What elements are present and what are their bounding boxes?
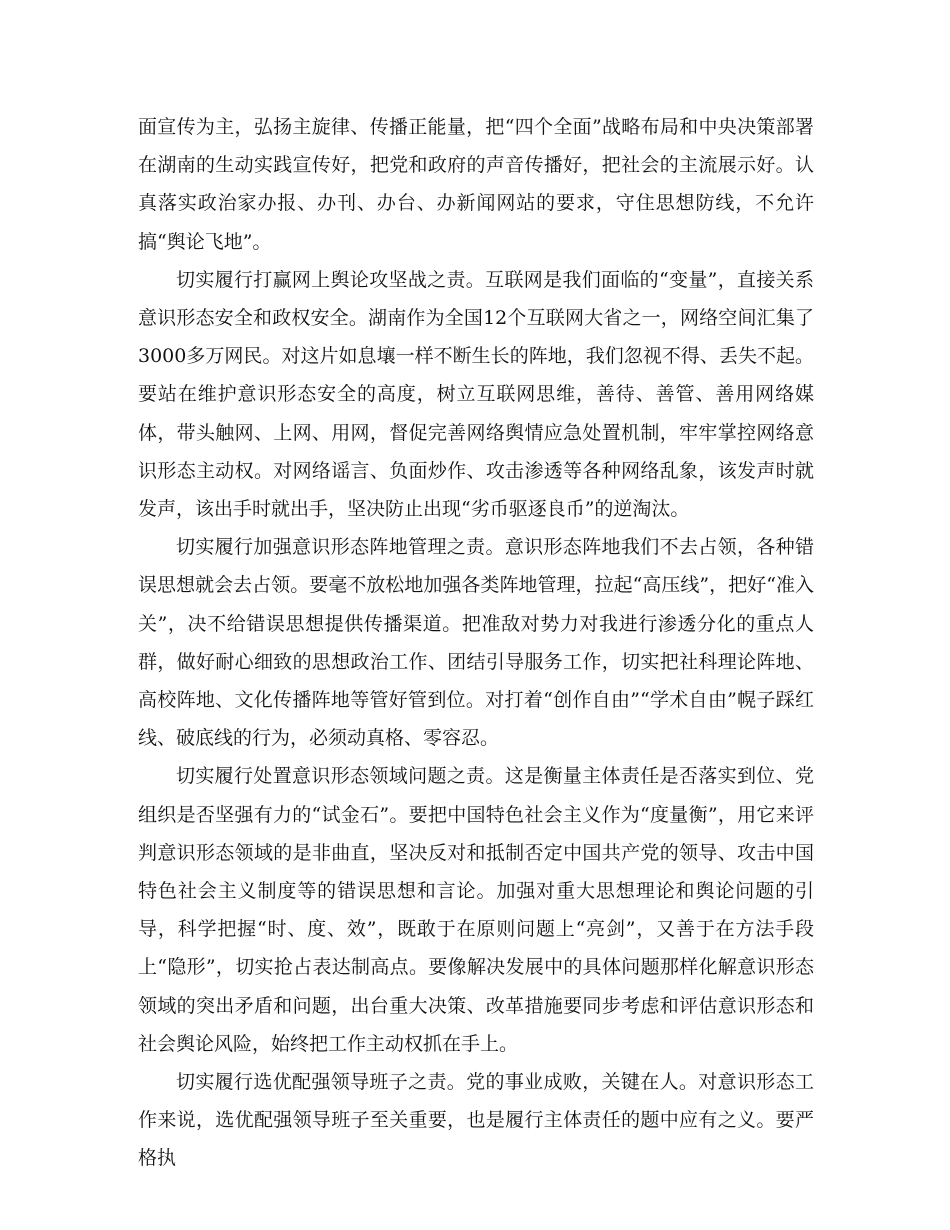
paragraph-4: 切实履行处置意识形态领域问题之责。这是衡量主体责任是否落实到位、党组织是否坚强有力的“试金石”。要把中国特色社会主义作为“度量衡”，用它来评判意识形态领域的是非曲直，坚决反对和抵制否定中国共产党的领导、攻击中国特色社会主义制度等的错误思想和言论。加强对重大思想理论和舆论问题的引导，科学把握“时、度、效”，既敢于在原则问题上“亮剑”，又善于在方法手段上“隐形”，切实抢占表达制高点。要像解决发展中的具体问题那样化解意识形态领域的突出矛盾和问题，出台重大决策、改革措施要同步考虑和评估意识形态和社会舆论风险，始终把工作主动权抓在手上。	[138, 765, 814, 1055]
paragraph-3: 切实履行加强意识形态阵地管理之责。意识形态阵地我们不去占领，各种错误思想就会去占领。要毫不放松地加强各类阵地管理，拉起“高压线”，把好“准入关”，决不给错误思想提供传播渠道。把准敌对势力对我进行渗透分化的重点人群，做好耐心细致的思想政治工作、团结引导服务工作，切实把社科理论阵地、高校阵地、文化传播阵地等管好管到位。对打着“创作自由”“学术自由”幌子踩红线、破底线的行为，必须动真格、零容忍。	[138, 536, 814, 750]
paragraph-2: 切实履行打赢网上舆论攻坚战之责。互联网是我们面临的“变量”，直接关系意识形态安全和政权安全。湖南作为全国12个互联网大省之一，网络空间汇集了3000多万网民。对这片如息壤一样不断生长的阵地，我们忽视不得、丢失不起。要站在维护意识形态安全的高度，树立互联网思维，善待、善管、善用网络媒体，带头触网、上网、用网，督促完善网络舆情应急处置机制，牢牢掌控网络意识形态主动权。对网络谣言、负面炒作、攻击渗透等各种网络乱象，该发声时就发声，该出手时就出手，坚决防止出现“劣币驱逐良币”的逆淘汰。	[138, 268, 814, 521]
document-body	[138, 108, 814, 1178]
paragraph-1: 面宣传为主，弘扬主旋律、传播正能量，把“四个全面”战略布局和中央决策部署在湖南的生动实践宣传好，把党和政府的声音传播好，把社会的主流展示好。认真落实政治家办报、办刊、办台、办新闻网站的要求，守住思想防线，不允许搞“舆论飞地”。	[138, 116, 814, 253]
paragraph-5: 切实履行选优配强领导班子之责。党的事业成败，关键在人。对意识形态工作来说，选优配强领导班子至关重要，也是履行主体责任的题中应有之义。要严格执	[138, 1071, 814, 1170]
